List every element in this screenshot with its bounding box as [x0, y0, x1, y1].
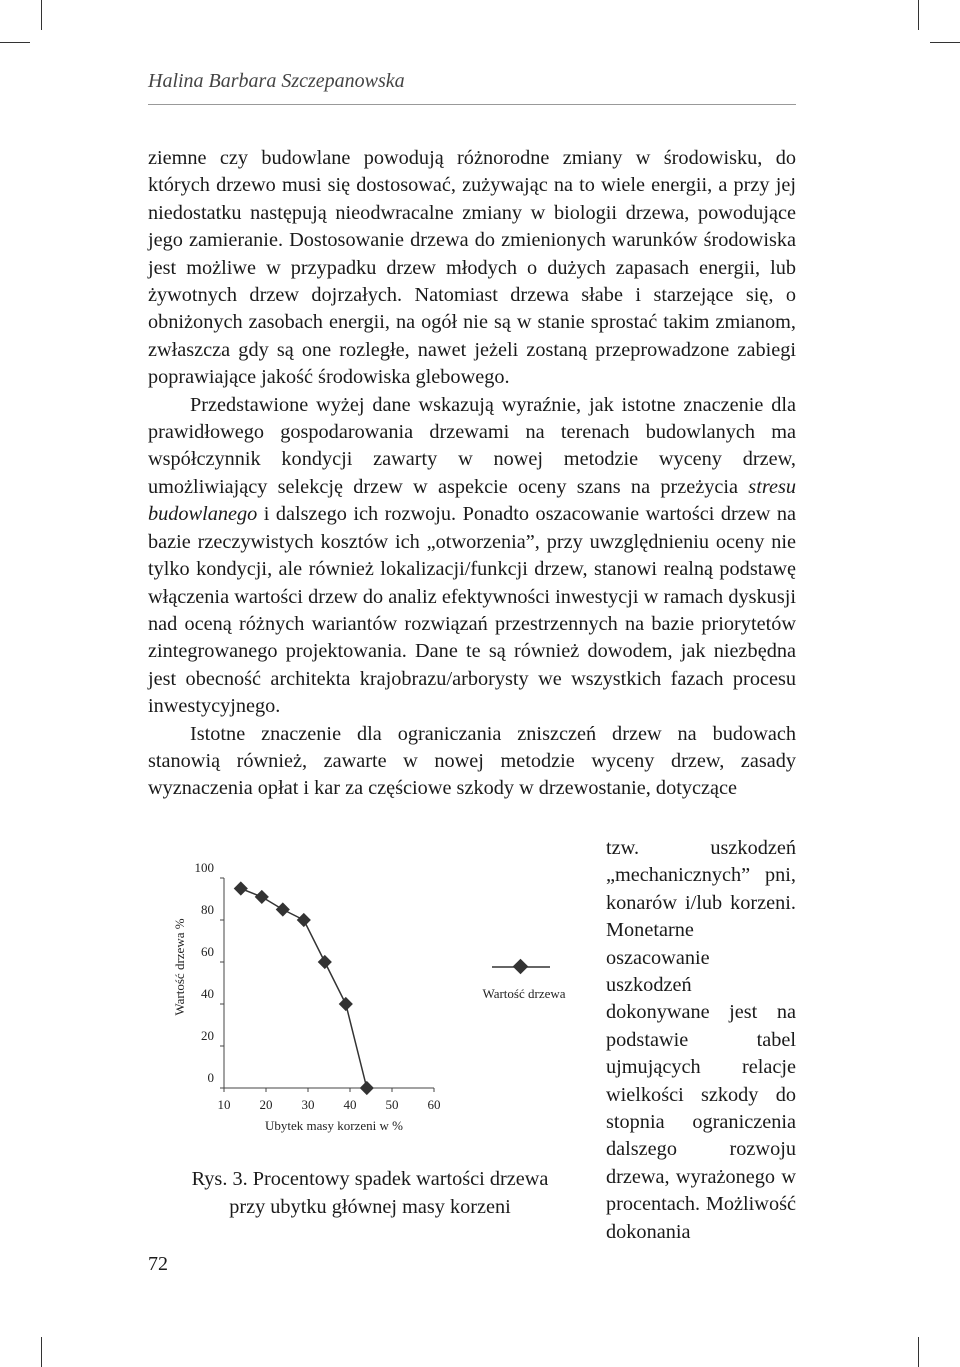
x-tick-label: 20 — [259, 1097, 273, 1112]
x-tick-label: 10 — [217, 1097, 231, 1112]
data-point — [234, 881, 248, 895]
series-points — [234, 881, 374, 1095]
paragraph-1: ziemne czy budowlane powodują różnorodne zmiany w środowisku, do których drzewo musi się dostosować, zużywając na to wiele energii, a przy jej niedostatku następują nieodwracalne zmiany w biologii drzewa, powodujące jego zamieranie. Dostosowanie drzewa do zmienionych warunków środowiska jest możliwe w przypadku drzew młodych o dużych zapasach energii, lub żywotnych drzew dojrzałych. Natomiast drzewa słabe i starzejące się, o obniżonych zasobach energii, na ogół nie są w stanie sprostać takim zmianom, zwłaszcza gdy są one rozległe, nawet jeżeli zostaną przeprowadzone zabiegi poprawiające jakość środowiska glebowego. — [148, 147, 796, 389]
crop-mark-bottom-left-vertical — [41, 1337, 42, 1367]
paragraph-2-part-b: i dalszego ich rozwoju. Ponadto oszacowanie wartości drzew na bazie rzeczywistych kosztów ich „otworzenia”, przy uwzględnieniu oceny nie tylko kondycji, ale również lokalizacji/funkcji drzew, stanowi realną podstawę włączenia wartości drzew do analiz efektywności inwestycji w ramach dyskusji nad oceną różnych wariantów rozwiązań przestrzennych na bazie priorytetów zintegrowanego projektowania. Dane te są również dowodem, jak niezbędna jest obecność architekta krajobrazu/arborysty we wszystkich fazach procesu inwestycyjnego. — [148, 503, 796, 718]
x-tick-label: 30 — [301, 1097, 315, 1112]
paragraph-2 — [148, 392, 796, 721]
y-tick-label: 100 — [194, 860, 214, 875]
y-tick-label: 20 — [201, 1028, 214, 1043]
paragraph-2-part-a: Przedstawione wyżej dane wskazują wyraźnie, jak istotne znaczenie dla prawidłowego gospodarowania drzewami na terenach budowlanych ma współczynnik kondycji zawarty w nowej metodzie wyceny drzew, umożliwiający selekcję drzew w aspekcie oceny szans na przeżycia — [148, 393, 796, 498]
y-tick-label: 80 — [201, 902, 214, 917]
line-chart — [162, 860, 582, 1150]
legend-marker — [513, 959, 529, 975]
page-number: 72 — [148, 1253, 168, 1275]
y-tick-label: 0 — [207, 1070, 214, 1085]
data-point — [360, 1081, 374, 1095]
axis-ticks — [195, 860, 441, 1112]
data-point — [339, 997, 353, 1011]
main-text — [148, 145, 796, 803]
paragraph-2-italic: stresu budowlanego — [148, 475, 796, 526]
side-column-text — [606, 835, 796, 1246]
caption-line-1: Rys. 3. Procentowy spadek wartości drzewa — [191, 1168, 549, 1190]
figure-caption — [148, 1165, 592, 1221]
y-axis-label-group — [172, 918, 187, 1015]
data-point — [297, 913, 311, 927]
data-point — [318, 955, 332, 969]
running-header: Halina Barbara Szczepanowska — [148, 70, 405, 92]
crop-mark-top-left-vertical — [41, 0, 42, 30]
crop-mark-bottom-right-vertical — [918, 1337, 919, 1367]
y-tick-label: 60 — [201, 944, 214, 959]
y-axis-label: Wartość drzewa % — [172, 918, 187, 1016]
y-tick-label: 40 — [201, 986, 214, 1001]
x-tick-label: 40 — [343, 1097, 357, 1112]
crop-mark-top-left-horizontal — [0, 42, 30, 43]
side-paragraph: tzw. uszkodzeń „mechanicznych” pni, konarów i/lub korzeni. Monetarne oszacowanie uszkodzeń dokonywane jest na podstawie tabel ujmujących relacje wielkości szkody do stopnia ograniczenia dalszego rozwoju drzewa, wyrażonego w procentach. Możliwość dokonania — [606, 837, 796, 1243]
paragraph-3: Istotne znaczenie dla ograniczania zniszczeń drzew na budowach stanowią również, zawarte w nowej metodzie wyceny drzew, zasady wyznaczenia opłat i kar za częściowe szkody w drzewostanie, dotyczące — [148, 722, 796, 800]
x-tick-label: 60 — [427, 1097, 441, 1112]
data-point — [276, 902, 290, 916]
caption-line-2: przy ubytku głównej masy korzeni — [229, 1196, 511, 1218]
crop-mark-top-right-horizontal — [930, 42, 960, 43]
data-point — [255, 890, 269, 904]
crop-mark-top-right-vertical — [918, 0, 919, 30]
legend-label: Wartość drzewa — [482, 986, 566, 1001]
x-axis-label: Ubytek masy korzeni w % — [265, 1118, 403, 1133]
x-tick-label: 50 — [385, 1097, 399, 1112]
header-rule — [148, 104, 796, 105]
